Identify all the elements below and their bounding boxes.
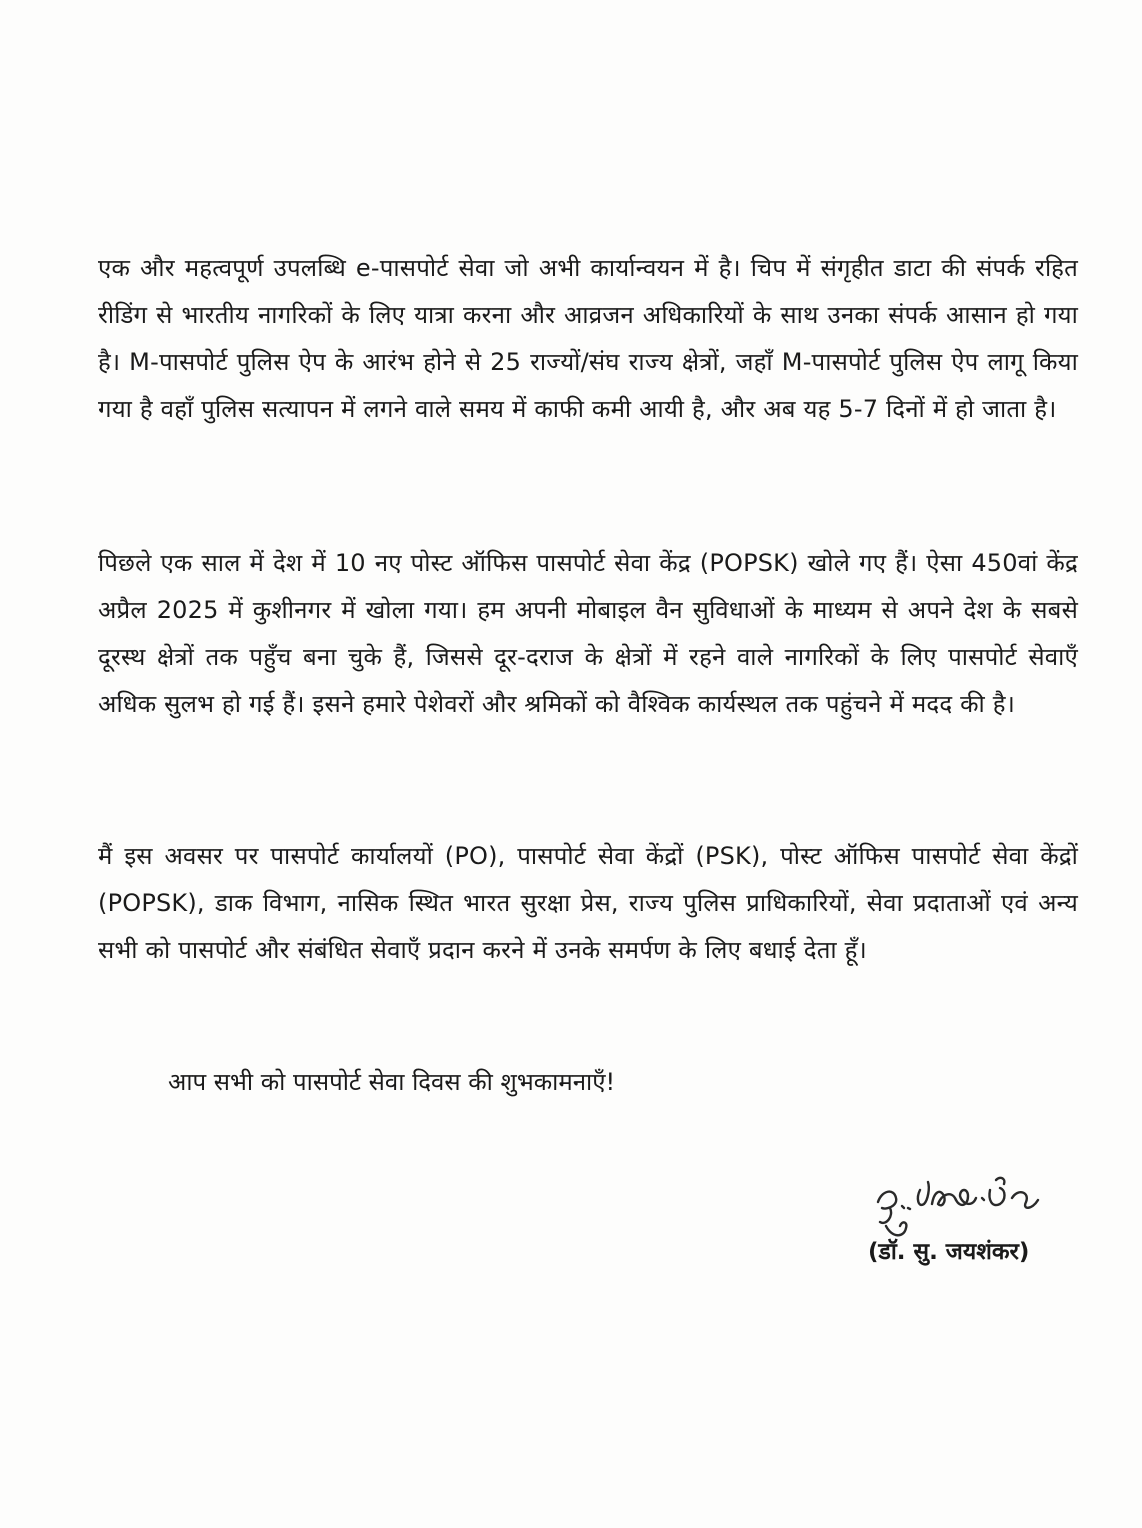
- paragraph-congratulations: मैं इस अवसर पर पासपोर्ट कार्यालयों (PO), पासपोर्ट सेवा केंद्रों (PSK), पोस्ट ऑफिस पासपोर्ट सेवा केंद्रों (POPSK), डाक विभाग, नासिक स्थित भारत सुरक्षा प्रेस, राज्य पुलिस प्राधिकारियों, सेवा प्रदाताओं एवं अन्य सभी को पासपोर्ट और संबंधित सेवाएँ प्रदान करने में उनके समर्पण के लिए बधाई देता हूँ।: [98, 842, 1078, 964]
- greeting-line: आप सभी को पासपोर्ट सेवा दिवस की शुभकामनाएँ!: [168, 1068, 616, 1096]
- paragraph-epassport: एक और महत्वपूर्ण उपलब्धि e-पासपोर्ट सेवा जो अभी कार्यान्वयन में है। चिप में संगृहीत डाटा की संपर्क रहित रीडिंग से भारतीय नागरिकों के लिए यात्रा करना और आव्रजन अधिकारियों के साथ उनका संपर्क आसान हो गया है। M-पासपोर्ट पुलिस ऐप के आरंभ होने से 25 राज्यों/संघ राज्य क्षेत्रों, जहाँ M-पासपोर्ट पुलिस ऐप लागू किया गया है वहाँ पुलिस सत्यापन में लगने वाले समय में काफी कमी आयी है, और अब यह 5-7 दिनों में हो जाता है।: [98, 254, 1078, 423]
- signer-name: (डॉ. सु. जयशंकर): [868, 1239, 1030, 1265]
- paragraph-popsk: पिछले एक साल में देश में 10 नए पोस्ट ऑफिस पासपोर्ट सेवा केंद्र (POPSK) खोले गए हैं। ऐसा 450वां केंद्र अप्रैल 2025 में कुशीनगर में खोला गया। हम अपनी मोबाइल वैन सुविधाओं के माध्यम से अपने देश के सबसे दूरस्थ क्षेत्रों तक पहुँच बना चुके हैं, जिससे दूर-दराज के क्षेत्रों में रहने वाले नागरिकों के लिए पासपोर्ट सेवाएँ अधिक सुलभ हो गई हैं। इसने हमारे पेशेवरों और श्रमिकों को वैश्विक कार्यस्थल तक पहुंचने में मदद की है।: [98, 549, 1078, 718]
